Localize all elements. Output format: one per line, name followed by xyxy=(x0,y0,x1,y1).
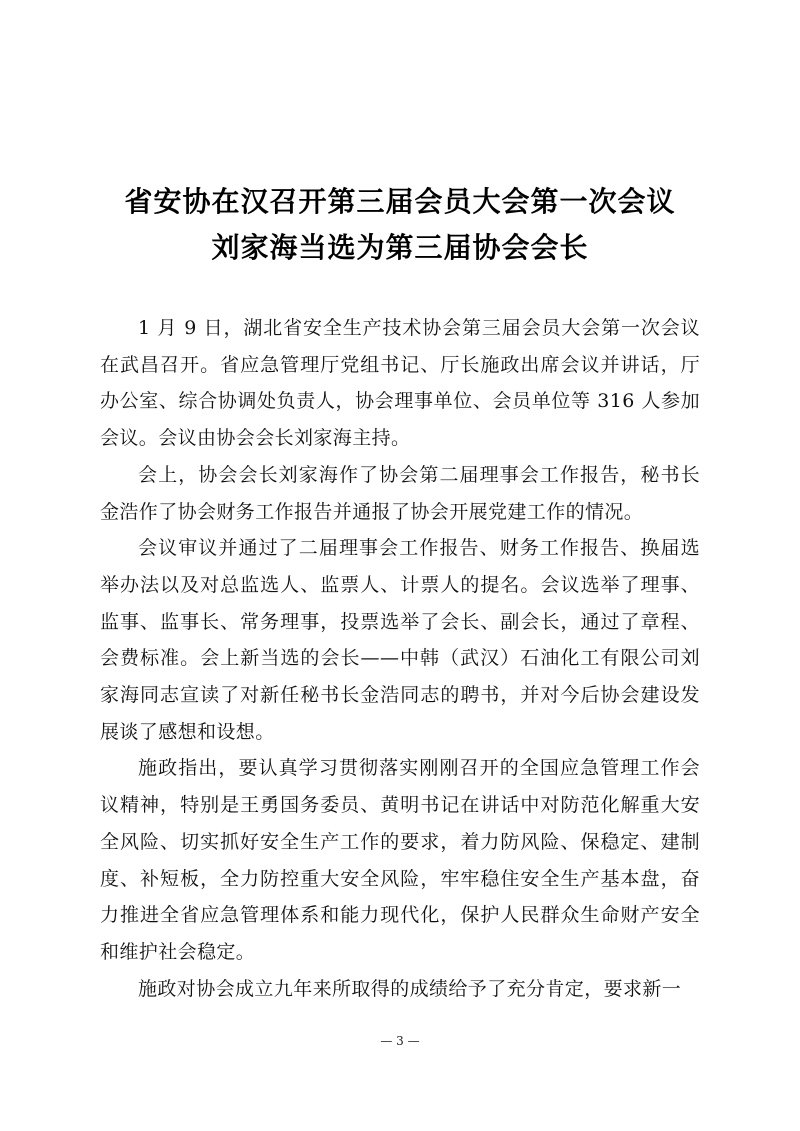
document-title-line-1: 省安协在汉召开第三届会员大会第一次会议 xyxy=(124,185,676,218)
document-body xyxy=(100,310,700,1007)
paragraph-2: 会上，协会会长刘家海作了协会第二届理事会工作报告，秘书长金浩作了协会财务工作报告并通报了协会开展党建工作的情况。 xyxy=(100,463,700,523)
paragraph-3: 会议审议并通过了二届理事会工作报告、财务工作报告、换届选举办法以及对总监选人、监票人、计票人的提名。会议选举了理事、监事、监事长、常务理事，投票选举了会长、副会长，通过了章程、会费标准。会上新当选的会长——中韩（武汉）石油化工有限公司刘家海同志宣读了对新任秘书长金浩同志的聘书，并对今后协会建设发展谈了感想和设想。 xyxy=(100,537,700,743)
document-title-line-2: 刘家海当选为第三届协会会长 xyxy=(211,231,589,264)
paragraph-5: 施政对协会成立九年来所取得的成绩给予了充分肯定，要求新一 xyxy=(138,977,682,1000)
paragraph-1: 1 月 9 日，湖北省安全生产技术协会第三届会员大会第一次会议在武昌召开。省应急管理厅党组书记、厅长施政出席会议并讲话，厅办公室、综合协调处负责人，协会理事单位、会员单位等 316 人参加会议。会议由协会会长刘家海主持。 xyxy=(100,317,700,450)
page-number: — 3 — xyxy=(380,1034,420,1048)
paragraph-4: 施政指出，要认真学习贯彻落实刚刚召开的全国应急管理工作会议精神，特别是王勇国务委员、黄明书记在讲话中对防范化解重大安全风险、切实抓好安全生产工作的要求，着力防风险、保稳定、建制度、补短板，全力防控重大安全风险，牢牢稳住安全生产基本盘，奋力推进全省应急管理体系和能力现代化，保护人民群众生命财产安全和维护社会稳定。 xyxy=(100,757,700,963)
